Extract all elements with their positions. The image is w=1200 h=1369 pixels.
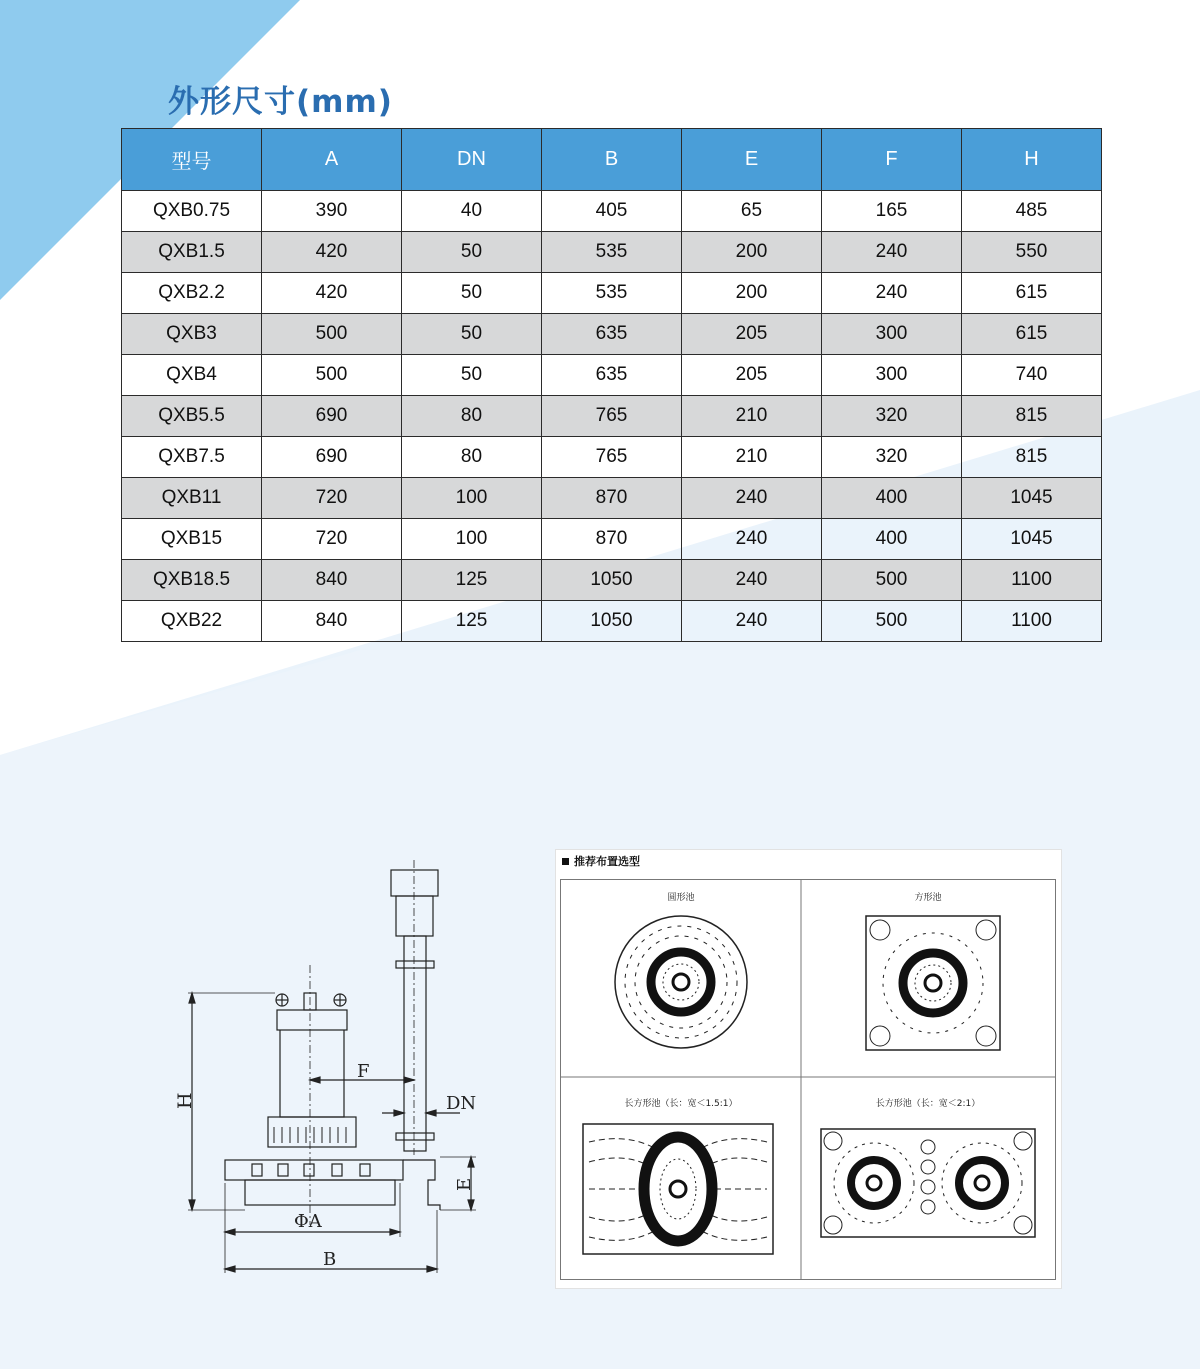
table-row	[122, 519, 1102, 560]
cell-b: 870	[542, 478, 682, 519]
cell-model: QXB15	[122, 519, 262, 560]
cell-a: 840	[262, 601, 402, 642]
header-dn: DN	[402, 129, 542, 191]
cell-f: 400	[822, 478, 962, 519]
table-row	[122, 273, 1102, 314]
cell-e: 240	[682, 601, 822, 642]
cell-label-round: 圆形池	[667, 893, 695, 903]
cell-h: 550	[962, 232, 1102, 273]
cell-a: 500	[262, 355, 402, 396]
cell-h: 615	[962, 273, 1102, 314]
label-phi-a: ΦA	[294, 1211, 322, 1232]
cell-f: 500	[822, 560, 962, 601]
cell-f: 240	[822, 232, 962, 273]
cell-e: 65	[682, 191, 822, 232]
cell-f: 300	[822, 314, 962, 355]
cell-a: 500	[262, 314, 402, 355]
header-a: A	[262, 129, 402, 191]
cell-label-square: 方形池	[914, 893, 942, 903]
table-row	[122, 396, 1102, 437]
layout-title	[562, 853, 640, 869]
label-b: B	[323, 1249, 337, 1270]
cell-a: 420	[262, 273, 402, 314]
cell-dn: 100	[402, 519, 542, 560]
cell-f: 320	[822, 396, 962, 437]
cell-label-rect-2: 长方形池（长：宽＜2:1）	[875, 1099, 981, 1109]
header-f: F	[822, 129, 962, 191]
page-title: 外形尺寸(mm)	[168, 84, 393, 120]
table-row	[122, 560, 1102, 601]
table-row	[122, 601, 1102, 642]
cell-a: 690	[262, 437, 402, 478]
cell-a: 420	[262, 232, 402, 273]
header-e: E	[682, 129, 822, 191]
cell-dn: 100	[402, 478, 542, 519]
cell-model: QXB1.5	[122, 232, 262, 273]
cell-b: 1050	[542, 560, 682, 601]
cell-dn: 125	[402, 560, 542, 601]
header-h: H	[962, 129, 1102, 191]
cell-label-rect-1: 长方形池（长：宽＜1.5:1）	[624, 1099, 738, 1109]
cell-f: 400	[822, 519, 962, 560]
cell-model: QXB11	[122, 478, 262, 519]
cell-model: QXB22	[122, 601, 262, 642]
layout-cell-round	[561, 880, 801, 1077]
cell-h: 815	[962, 396, 1102, 437]
cell-b: 870	[542, 519, 682, 560]
cell-h: 485	[962, 191, 1102, 232]
header-model: 型号	[122, 129, 262, 191]
cell-a: 720	[262, 478, 402, 519]
cell-f: 300	[822, 355, 962, 396]
label-e: E	[454, 1177, 475, 1191]
cell-e: 200	[682, 273, 822, 314]
table-row	[122, 232, 1102, 273]
cell-h: 1100	[962, 560, 1102, 601]
cell-model: QXB7.5	[122, 437, 262, 478]
table-row	[122, 437, 1102, 478]
label-dn: DN	[446, 1093, 477, 1114]
table-row	[122, 355, 1102, 396]
recommended-layout-panel	[555, 849, 1062, 1289]
cell-b: 635	[542, 314, 682, 355]
layout-grid	[560, 879, 1056, 1280]
cell-f: 240	[822, 273, 962, 314]
cell-h: 1045	[962, 478, 1102, 519]
cell-a: 720	[262, 519, 402, 560]
layout-cell-rect-2	[801, 1077, 1055, 1279]
label-f: F	[357, 1061, 370, 1082]
cell-b: 405	[542, 191, 682, 232]
label-h: H	[174, 1092, 196, 1109]
cell-model: QXB5.5	[122, 396, 262, 437]
rect-tank-diagram-2	[819, 1127, 1039, 1239]
cell-a: 390	[262, 191, 402, 232]
cell-h: 1045	[962, 519, 1102, 560]
table-row	[122, 191, 1102, 232]
cell-a: 690	[262, 396, 402, 437]
cell-dn: 50	[402, 232, 542, 273]
cell-f: 500	[822, 601, 962, 642]
cell-b: 535	[542, 273, 682, 314]
cell-dn: 50	[402, 314, 542, 355]
cell-e: 205	[682, 355, 822, 396]
cell-f: 165	[822, 191, 962, 232]
cell-e: 240	[682, 560, 822, 601]
cell-dn: 80	[402, 437, 542, 478]
cell-h: 740	[962, 355, 1102, 396]
table-row	[122, 314, 1102, 355]
cell-e: 200	[682, 232, 822, 273]
cell-b: 765	[542, 437, 682, 478]
cell-b: 765	[542, 396, 682, 437]
cell-e: 210	[682, 437, 822, 478]
cell-model: QXB0.75	[122, 191, 262, 232]
layout-cell-rect-1	[561, 1077, 801, 1279]
cell-b: 1050	[542, 601, 682, 642]
cell-dn: 50	[402, 355, 542, 396]
cell-h: 1100	[962, 601, 1102, 642]
cell-dn: 80	[402, 396, 542, 437]
cell-e: 240	[682, 519, 822, 560]
cell-h: 815	[962, 437, 1102, 478]
cell-model: QXB18.5	[122, 560, 262, 601]
table-header-row	[122, 129, 1102, 191]
cell-model: QXB4	[122, 355, 262, 396]
table-row	[122, 478, 1102, 519]
cell-dn: 40	[402, 191, 542, 232]
layout-cell-square	[801, 880, 1055, 1077]
cell-model: QXB2.2	[122, 273, 262, 314]
cell-b: 535	[542, 232, 682, 273]
layout-title-text: 推荐布置选型	[574, 855, 640, 868]
cell-a: 840	[262, 560, 402, 601]
cell-dn: 125	[402, 601, 542, 642]
cell-f: 320	[822, 437, 962, 478]
rect-tank-diagram-1	[581, 1122, 775, 1256]
mixer-dimension-drawing	[160, 855, 490, 1285]
square-tank-diagram	[864, 914, 1004, 1054]
cell-model: QXB3	[122, 314, 262, 355]
cell-e: 210	[682, 396, 822, 437]
header-b: B	[542, 129, 682, 191]
cell-dn: 50	[402, 273, 542, 314]
round-tank-diagram	[611, 912, 751, 1052]
dimension-table	[121, 128, 1102, 642]
cell-b: 635	[542, 355, 682, 396]
cell-e: 240	[682, 478, 822, 519]
cell-h: 615	[962, 314, 1102, 355]
cell-e: 205	[682, 314, 822, 355]
